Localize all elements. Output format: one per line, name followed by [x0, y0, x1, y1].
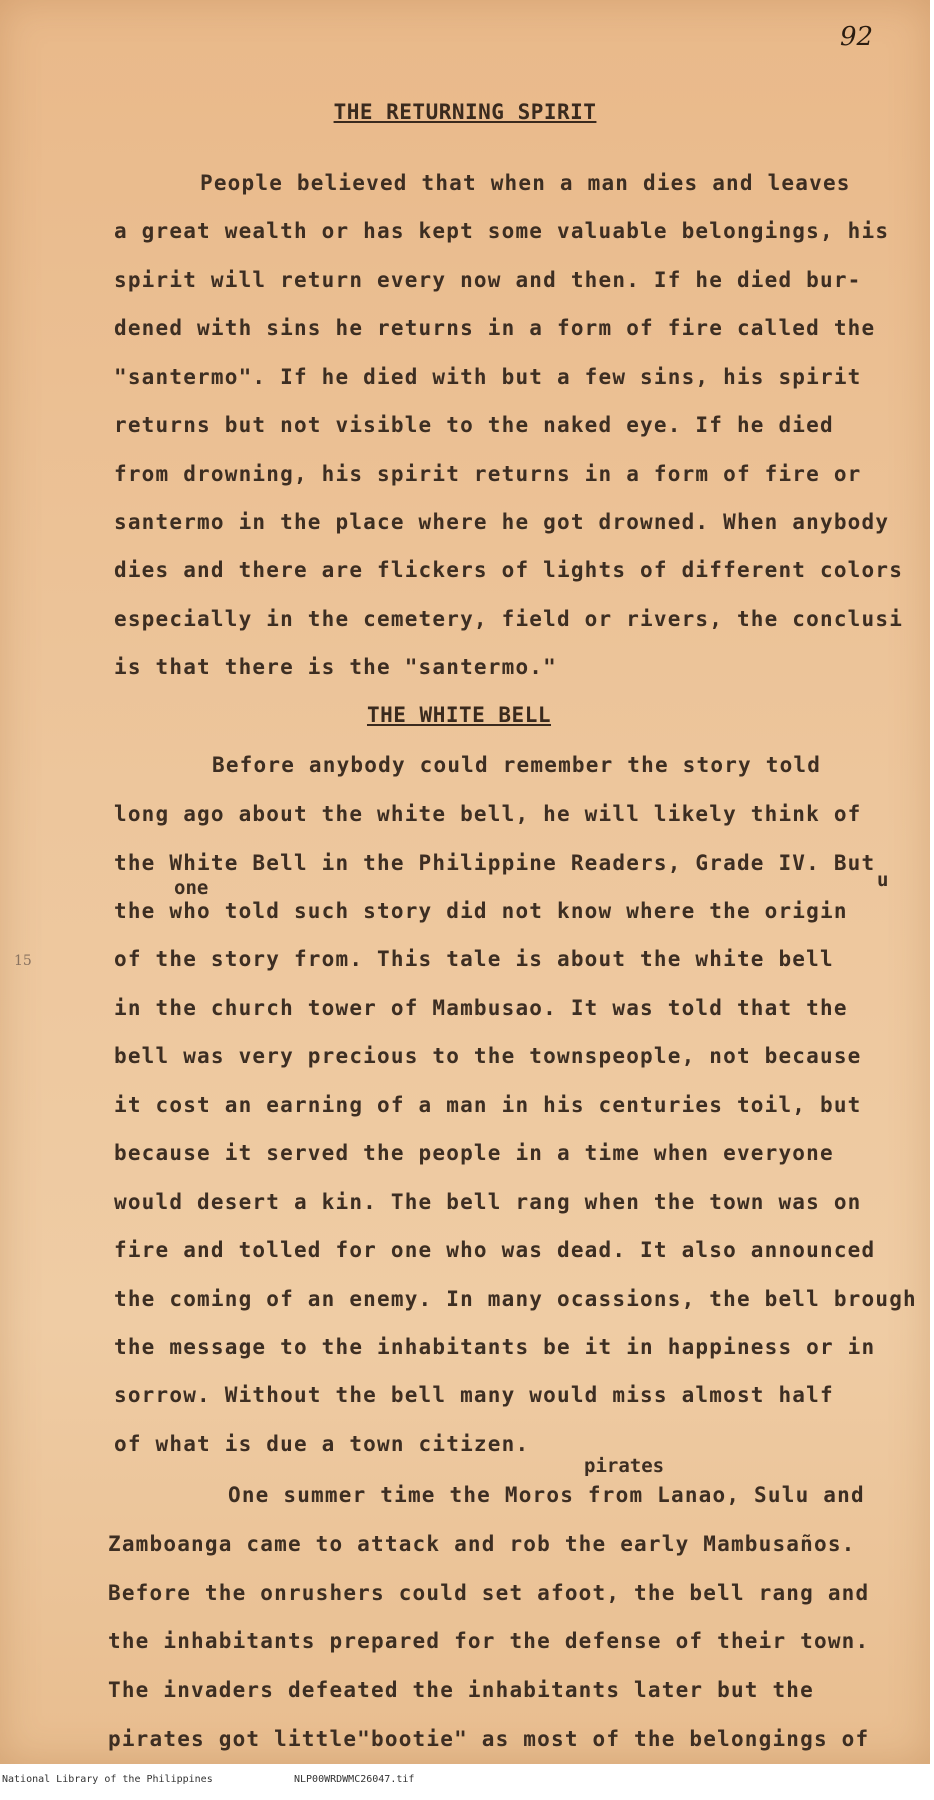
text-line: because it served the people in a time when everyone: [114, 1141, 834, 1165]
text-line: long ago about the white bell, he will likely think of: [114, 802, 862, 826]
text-line: of what is due a town citizen.: [114, 1432, 530, 1456]
scan-footer: [0, 1764, 934, 1800]
page-number: 92: [840, 22, 874, 52]
footer-file: NLP00WRDWMC26047.tif: [294, 1774, 415, 1785]
text-line: the inhabitants prepared for the defense of their town.: [108, 1629, 870, 1653]
text-line: pirates got little"bootie" as most of the belongings of: [108, 1727, 870, 1751]
text-line: Zamboanga came to attack and rob the early Mambusaños.: [108, 1532, 856, 1556]
text-line: returns but not visible to the naked eye. If he died: [114, 413, 834, 437]
text-line: the coming of an enemy. In many ocassions, the bell brough: [114, 1287, 917, 1311]
text-line: in the church tower of Mambusao. It was told that the: [114, 996, 848, 1020]
text-line: it cost an earning of a man in his centuries toil, but: [114, 1093, 862, 1117]
text-line: dies and there are flickers of lights of different colors: [114, 558, 904, 582]
text-line: "santermo". If he died with but a few sins, his spirit: [114, 365, 862, 389]
section-title: THE WHITE BELL: [366, 703, 551, 727]
text-line: bell was very precious to the townspeople, not because: [114, 1044, 862, 1068]
handwritten-insert: u: [877, 869, 889, 891]
margin-note: 15: [14, 953, 32, 969]
text-line: would desert a kin. The bell rang when the town was on: [114, 1190, 862, 1214]
text-line: from drowning, his spirit returns in a form of fire or: [114, 462, 862, 486]
footer-library: National Library of the Philippines: [2, 1774, 213, 1785]
text-line: One summer time the Moros from Lanao, Sulu and: [228, 1483, 865, 1507]
text-line: is that there is the "santermo.": [114, 655, 557, 679]
text-line: Before the onrushers could set afoot, the bell rang and: [108, 1581, 870, 1605]
text-line: of the story from. This tale is about the white bell: [114, 947, 834, 971]
text-line: santermo in the place where he got drowned. When anybody: [114, 510, 890, 534]
text-line: sorrow. Without the bell many would miss almost half: [114, 1383, 834, 1407]
text-line: fire and tolled for one who was dead. It also announced: [114, 1238, 876, 1262]
text-line: spirit will return every now and then. If he died bur-: [114, 268, 862, 292]
text-line: a great wealth or has kept some valuable belongings, his: [114, 219, 890, 243]
text-line: the message to the inhabitants be it in happiness or in: [114, 1335, 876, 1359]
text-line: Before anybody could remember the story told: [212, 753, 822, 777]
section-title: THE RETURNING SPIRIT: [333, 100, 597, 124]
text-line: dened with sins he returns in a form of fire called the: [114, 316, 876, 340]
handwritten-insert: one: [174, 877, 209, 899]
text-line: The invaders defeated the inhabitants later but the: [108, 1678, 814, 1702]
text-line: the who told such story did not know where the origin: [114, 899, 848, 923]
text-line: especially in the cemetery, field or rivers, the conclusi: [114, 607, 904, 631]
text-line: the White Bell in the Philippine Readers, Grade IV. But: [114, 851, 876, 875]
handwritten-insert: pirates: [584, 1455, 665, 1477]
text-line: People believed that when a man dies and leaves: [200, 171, 851, 195]
